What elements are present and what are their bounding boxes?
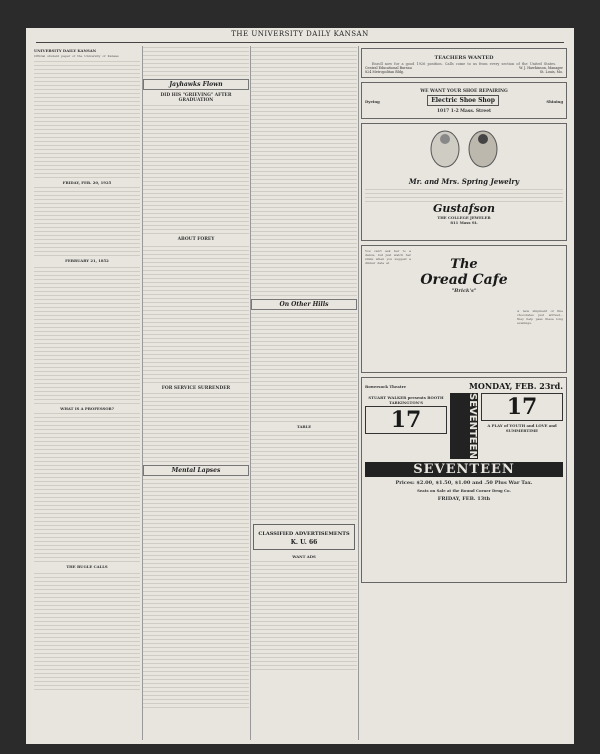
column-4-ads	[358, 46, 569, 740]
column-1	[34, 46, 140, 740]
column-2	[142, 46, 249, 740]
bureau-name: Central Educational Bureau	[365, 66, 412, 71]
cafe-left-note: You can't ask her to a dance, but just watch her smile when you suggest a dinner date at	[365, 249, 411, 266]
editorial-head-2: WHAT IS A PROFESSOR?	[60, 406, 114, 412]
masthead-rule	[36, 42, 564, 43]
text-block	[34, 412, 140, 562]
cafe-sub: "Brick's"	[451, 288, 477, 295]
editorial-head-1: FEBRUARY 21, 1852	[65, 258, 109, 264]
couple-illustration-icon	[365, 127, 565, 173]
prices: Prices: $2.00, $1.50, $1.00 and .50 Plus War Tax.	[395, 479, 533, 486]
bureau-address: 824 Metropolitan Bldg.	[365, 70, 404, 75]
number-17-left: 17	[365, 406, 447, 434]
classified-phone: K. U. 66	[290, 539, 318, 546]
bureau-manager: W. J. Hawkinson, Manager	[519, 66, 563, 71]
teachers-title: TEACHERS WANTED	[434, 55, 494, 61]
article-head: DID HIS "GRIEVING" AFTER GRADUATION	[160, 93, 232, 103]
staff-list	[34, 58, 140, 178]
play-note: A PLAY of YOUTH and LOVE and SUMMERTIME	[487, 423, 557, 434]
text-block	[251, 560, 357, 670]
text-block	[143, 46, 249, 76]
teachers-ad	[361, 48, 567, 78]
section-head: TABLE	[296, 424, 312, 429]
text-block	[143, 104, 249, 234]
mental-lapses-header: Mental Lapses	[143, 465, 249, 476]
paper-title: UNIVERSITY DAILY KANSAN	[34, 48, 97, 53]
article-head: FOR SERVICE SURRENDER	[161, 386, 231, 391]
seventeen-banner: SEVENTEEN	[365, 462, 563, 477]
article-head: ABOUT FOREY	[177, 237, 215, 242]
oread-cafe-ad	[361, 245, 567, 373]
cafe-name: Oread Cafe	[420, 272, 508, 289]
teachers-text: Enroll now for a good 1926 position. Calls come to us from every section of the United States.	[371, 62, 557, 66]
text-block	[34, 570, 140, 690]
editorial-head-3: THE BUGLE CALLS	[66, 564, 108, 570]
text-block	[251, 312, 357, 422]
bureau-city: St. Louis, Mo.	[539, 70, 563, 75]
theatre-ad	[361, 377, 567, 583]
shoe-shop-ad	[361, 82, 567, 119]
dateline: FRIDAY, FEB. 20, 1925	[62, 180, 112, 186]
text-block	[251, 46, 357, 296]
classified-box	[253, 524, 355, 550]
text-block	[143, 392, 249, 462]
masthead: THE UNIVERSITY DAILY KANSAN	[231, 30, 369, 38]
jeweler-name: Gustafson	[432, 202, 496, 216]
jayhawks-header: Jayhawks Flown	[143, 79, 249, 90]
newspaper-page	[26, 28, 574, 744]
want-ads-head: WANT ADS	[292, 554, 316, 559]
shoe-address: 1017 1-2 Mass. Street	[436, 109, 492, 115]
presents: STUART WALKER presents BOOTH TARKINGTON'S	[368, 395, 444, 406]
shining-label: Shining	[546, 98, 563, 104]
shoe-shop-name: Electric Shoe Shop	[427, 95, 499, 106]
other-hills-header: On Other Hills	[251, 299, 357, 310]
classified-title: CLASSIFIED ADVERTISEMENTS	[258, 531, 350, 537]
number-17-right: 17	[481, 393, 563, 421]
text-block	[34, 186, 140, 256]
text-block	[143, 243, 249, 383]
shoe-header: WE WANT YOUR SHOE REPAIRING	[420, 89, 508, 95]
text-block	[34, 264, 140, 404]
cafe-right-note: A new shipment of fine chocolates just arrived... they help pass these long evenings.	[517, 309, 563, 326]
sale-location: Seats on Sale at the Round Corner Drug Co.	[417, 487, 511, 493]
text-block	[143, 478, 249, 708]
show-date: MONDAY, FEB. 23rd.	[469, 381, 563, 392]
dyeing-label: Dyeing	[365, 98, 380, 104]
seventeen-vertical: SEVENTEEN	[450, 393, 478, 459]
text-block	[365, 186, 563, 202]
jeweler-sub: THE COLLEGE JEWELER	[437, 215, 491, 221]
paper-subtitle: Official student paper of the University of Kansas	[34, 54, 119, 58]
column-3	[250, 46, 357, 740]
jeweler-address: 811 Mass St.	[450, 220, 478, 226]
jewelry-ad	[361, 123, 567, 241]
theatre-name: Bowersock Theatre	[365, 384, 406, 390]
sale-date: FRIDAY, FEB. 13th	[437, 495, 491, 502]
cafe-the: The	[450, 257, 478, 273]
spring-title: Mr. and Mrs. Spring Jewelry	[408, 177, 520, 187]
text-block	[251, 430, 357, 520]
